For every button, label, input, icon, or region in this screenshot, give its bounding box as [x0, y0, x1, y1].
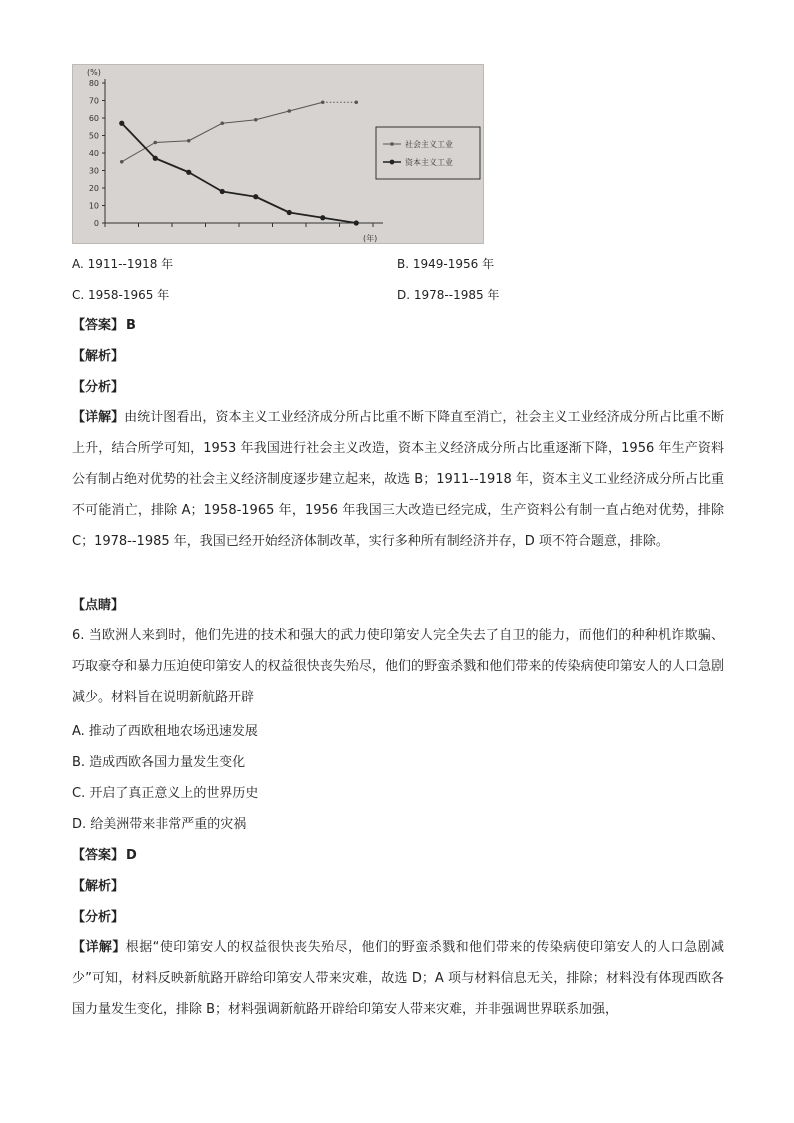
- chart-series: [119, 100, 359, 225]
- y-tick-label: 30: [88, 166, 99, 176]
- series-segment: [122, 123, 156, 158]
- answer-value: B: [126, 318, 136, 333]
- legend-swatch-marker: [390, 160, 395, 165]
- data-point: [186, 170, 191, 175]
- series-segment: [256, 197, 290, 213]
- data-point: [354, 100, 358, 104]
- q5-fenxi-label: 【分析】: [72, 380, 125, 395]
- q6-answer: [72, 847, 137, 865]
- q6-option-a[interactable]: A. 推动了西欧租地农场迅速发展: [72, 724, 258, 739]
- series-segment: [323, 218, 357, 223]
- chart-legend: [376, 127, 480, 179]
- series-segment: [222, 192, 256, 197]
- series-segment: [256, 111, 290, 120]
- y-tick-label: 20: [88, 184, 99, 193]
- series-segment: [189, 172, 223, 191]
- y-tick-label: 70: [88, 96, 99, 106]
- data-point: [153, 141, 157, 145]
- answer-label: 【答案】: [72, 318, 125, 333]
- detail-text: 根据“使印第安人的权益很快丧失殆尽，他们的野蛮杀戮和他们带来的传染病使印第安人的人口急剧减少”可知，材料反映新航路开辟给印第安人带来灾难，故选 D；A 项与材料信息无关，排除；材料没有体现西欧各国力量发生变化，排除 B；材料强调新航路开辟给印第安人带来灾难，并非强调世界联系加强，: [72, 940, 724, 1017]
- q6-analysis-label: 【解析】: [72, 879, 125, 894]
- data-point: [320, 215, 325, 220]
- line-chart: [73, 65, 484, 244]
- data-point: [287, 210, 292, 215]
- y-tick-label: 60: [88, 114, 99, 123]
- q6-option-d[interactable]: D. 给美洲带来非常严重的灾祸: [72, 817, 247, 832]
- y-tick-label: 80: [88, 79, 99, 88]
- q5-option-c[interactable]: C. 1958-1965 年: [72, 288, 170, 302]
- q5-detail-paragraph: [72, 402, 724, 557]
- x-unit-label: (年): [363, 234, 378, 243]
- q5-dianjing-label: 【点睛】: [72, 598, 125, 613]
- q6-option-b[interactable]: B. 造成西欧各国力量发生变化: [72, 755, 246, 770]
- data-point: [120, 160, 124, 164]
- series-segment: [222, 120, 256, 124]
- data-point: [253, 194, 258, 199]
- q6-detail-paragraph: [72, 932, 724, 1025]
- series-segment: [155, 141, 189, 143]
- chart-axes: [105, 79, 383, 227]
- series-segment: [189, 123, 223, 141]
- y-tick-label: 50: [88, 131, 99, 141]
- chart-figure: [72, 64, 484, 244]
- series-segment: [289, 102, 323, 111]
- data-point: [119, 121, 124, 126]
- data-point: [354, 220, 359, 225]
- legend-swatch-marker: [390, 142, 394, 146]
- data-point: [187, 139, 191, 143]
- answer-value: D: [126, 848, 137, 863]
- q5-option-d[interactable]: D. 1978--1985 年: [397, 288, 500, 302]
- legend-box: [376, 127, 480, 179]
- data-point: [287, 109, 291, 113]
- q5-analysis-label: 【解析】: [72, 349, 125, 364]
- q6-stem: 6. 当欧洲人来到时，他们先进的技术和强大的武力使印第安人完全失去了自卫的能力，而他们的种种机诈欺骗、巧取豪夺和暴力压迫使印第安人的权益很快丧失殆尽，他们的野蛮杀戮和他们带来的传染病使印第安人的人口急剧减少。材料旨在说明新航路开辟: [72, 628, 724, 705]
- q5-answer: [72, 317, 136, 335]
- y-tick-labels: [89, 79, 105, 228]
- y-tick-label: 0: [93, 219, 99, 228]
- data-point: [153, 156, 158, 161]
- series-1: [120, 100, 358, 163]
- detail-label: 【详解】: [72, 410, 125, 425]
- series-2: [119, 121, 359, 226]
- q6-option-c[interactable]: C. 开启了真正意义上的世界历史: [72, 786, 259, 801]
- data-point: [220, 189, 225, 194]
- data-point: [220, 121, 224, 125]
- series-segment: [289, 213, 323, 218]
- q5-option-a[interactable]: A. 1911--1918 年: [72, 257, 174, 271]
- data-point: [254, 118, 258, 122]
- q6-fenxi-label: 【分析】: [72, 910, 125, 925]
- y-tick-label: 40: [88, 149, 99, 158]
- q5-option-b[interactable]: B. 1949-1956 年: [397, 257, 495, 271]
- data-point: [321, 100, 325, 104]
- legend-label: 社会主义工业: [405, 140, 453, 149]
- detail-label: 【详解】: [72, 940, 126, 955]
- series-segment: [155, 158, 189, 172]
- detail-text: 由统计图看出，资本主义工业经济成分所占比重不断下降直至消亡，社会主义工业经济成分所占比重不断上升，结合所学可知，1953 年我国进行社会主义改造，资本主义经济成分所占比重逐渐下降，1956 年生产资料公有制占绝对优势的社会主义经济制度逐步建立起来，故选 B；1911--1918 年，资本主义工业经济成分所占比重不可能消亡，排除 A；1958-1965 年，1956 年我国三大改造已经完成，生产资料公有制一直占绝对优势，排除 C；1978--1985 年，我国已经开始经济体制改革，实行多种所有制经济并存，D 项不符合题意，排除。: [72, 410, 724, 549]
- answer-label: 【答案】: [72, 848, 125, 863]
- y-unit-label: (%): [87, 68, 101, 77]
- y-tick-label: 10: [88, 201, 99, 211]
- legend-label: 资本主义工业: [405, 158, 453, 167]
